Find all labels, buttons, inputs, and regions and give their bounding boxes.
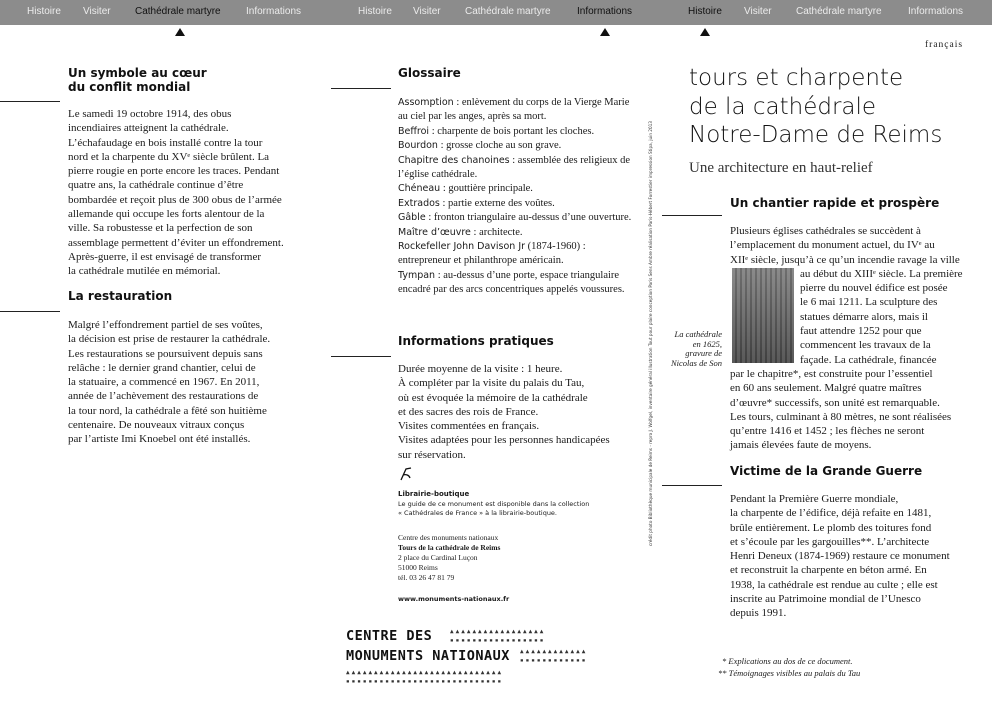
active-indicator-triangle xyxy=(175,28,185,36)
glossary-entry: Extrados : partie externe des voûtes. xyxy=(398,197,555,209)
section-body-restauration: Malgré l’effondrement partiel de ses voûtes, la décision est prise de restaurer la cathédrale. Les restaurations se poursuivent depuis sans relâche : le dernier grand chantier, celui de la statuaire, a commencé en 1967. En 2011, année de l’achèvement des restaurations de la tour nord, la cathédrale a fêté son huitième centenaire. De nouveaux vitraux conçus par l’artiste Imi Knoebel ont été installés. xyxy=(68,319,271,446)
nav-bar-panel-1 xyxy=(0,0,331,25)
nav-bar-panel-2 xyxy=(331,0,662,25)
section-title-restauration: La restauration xyxy=(68,289,173,303)
section-rule xyxy=(662,215,722,216)
active-indicator-triangle xyxy=(700,28,710,36)
nav-item-cathedrale-martyre[interactable]: Cathédrale martyre xyxy=(465,6,551,17)
nav-item-informations[interactable]: Informations xyxy=(577,6,633,17)
info-body: Durée moyenne de la visite : 1 heure. À compléter par la visite du palais du Tau, où est évoquée la mémoire de la cathédrale et des sacres des rois de France. Visites commentées en français. Visites adaptées pour les personnes handicapées sur réservation. xyxy=(398,363,610,461)
monument-pictograms: ▪▪▪▪▪▪▪▪▪▪▪▪ xyxy=(520,657,588,664)
section-title-line: Un symbole au cœur xyxy=(68,66,207,80)
section-title-glossaire: Glossaire xyxy=(398,66,461,80)
nav-bar-panel-3 xyxy=(662,0,992,25)
section-body-grande-guerre: Pendant la Première Guerre mondiale, la charpente de l’édifice, déjà refaite en 1481, brûle entièrement. Le plomb des toitures fond et s’écoule par les gargouilles**. L’architecte Henri Deneux (1874-1969) restaure ce monument et reconstruit la charpente en béton armé. En 1938, la cathédrale est rendue au culte ; elle est inscrite au Patrimoine mondial de l’Unesco depuis 1991. xyxy=(730,493,950,620)
nav-item-histoire[interactable]: Histoire xyxy=(688,6,722,17)
section-title-grande-guerre: Victime de la Grande Guerre xyxy=(730,464,923,478)
glossary-entry: Tympan : au-dessus d’une porte, espace triangulaire encadré par des arcs concentriques appelés voussures. xyxy=(398,269,625,296)
monument-pictograms: ▲▲▲▲▲▲▲▲▲▲▲▲▲▲▲▲▲ xyxy=(450,628,546,635)
image-caption: La cathédrale en 1625, gravure de Nicolas de Son xyxy=(671,329,722,368)
nav-item-cathedrale-martyre[interactable]: Cathédrale martyre xyxy=(796,6,882,17)
section-rule xyxy=(331,88,391,89)
section-body-symbole: Le samedi 19 octobre 1914, des obus incendiaires atteignent la cathédrale. L’échafaudage en bois installé contre la tour nord et la charpente du XVᵉ siècle brûlent. La pierre rougie en porte encore les traces. Pendant quatre ans, la cathédrale continue d’être bombardée et reçoit plus de 300 obus de l’armée allemande qui occupe les forts alentour de la ville. Sa robustesse et la perfection de son assemblage permettent d’éviter un effondrement. Après-guerre, il est envisagé de transformer la cathédrale mutilée en mémorial. xyxy=(68,108,284,278)
cathedral-engraving-image xyxy=(732,268,794,363)
section-rule xyxy=(331,356,391,357)
section-title-line: du conflit mondial xyxy=(68,80,191,94)
page-subtitle: Une architecture en haut-relief xyxy=(689,160,873,176)
glossary-entry: Gâble : fronton triangulaire au-dessus d’une ouverture. xyxy=(398,212,632,224)
section-title-symbole xyxy=(68,66,288,94)
nav-item-histoire[interactable]: Histoire xyxy=(27,6,61,17)
address-block: Centre des monuments nationaux Tours de la cathédrale de Reims 2 place du Cardinal Luçon 51000 Reims tél. 03 26 47 81 79 xyxy=(398,533,501,582)
glossary-entry: Bourdon : grosse cloche au son grave. xyxy=(398,140,562,152)
nav-item-visiter[interactable]: Visiter xyxy=(744,6,772,17)
nav-item-visiter[interactable]: Visiter xyxy=(83,6,111,17)
section-rule xyxy=(0,311,60,312)
footnotes: * Explications au dos de ce document. ** Témoignages visibles au palais du Tau xyxy=(718,656,861,678)
nav-item-cathedrale-martyre[interactable]: Cathédrale martyre xyxy=(135,6,221,17)
section-title-chantier: Un chantier rapide et prospère xyxy=(730,196,940,210)
section-rule xyxy=(662,485,722,486)
language-label: français xyxy=(925,40,964,50)
nav-item-informations[interactable]: Informations xyxy=(246,6,302,17)
shop-text: Le guide de ce monument est disponible dans la collection « Cathédrales de France » à la librairie-boutique. xyxy=(398,500,590,517)
nav-item-histoire[interactable]: Histoire xyxy=(358,6,392,17)
monument-pictograms: ▲▲▲▲▲▲▲▲▲▲▲▲ xyxy=(520,648,588,655)
glossary-entry: Chapitre des chanoines : assemblée des religieux de l’église cathédrale. xyxy=(398,154,631,181)
nav-item-informations[interactable]: Informations xyxy=(908,6,964,17)
section-rule xyxy=(0,101,60,102)
glossary-entry: Beffroi : charpente de bois portant les cloches. xyxy=(398,125,595,137)
cmn-logo: CENTRE DES MONUMENTS NATIONAUX xyxy=(346,628,510,664)
active-indicator-triangle xyxy=(600,28,610,36)
glossary-entry: Maître d’œuvre : architecte. xyxy=(398,226,523,238)
glossary-entry: Chéneau : gouttière principale. xyxy=(398,183,533,195)
website-link[interactable]: www.monuments-nationaux.fr xyxy=(398,595,510,603)
monument-pictograms: ▪▪▪▪▪▪▪▪▪▪▪▪▪▪▪▪▪▪▪▪▪▪▪▪▪▪▪▪ xyxy=(346,678,504,685)
section-title-informations: Informations pratiques xyxy=(398,334,554,348)
section-body-chantier: Plusieurs églises cathédrales se succèdent à l’emplacement du monument actuel, du IVᵉ au XIIᵉ siècle, jusqu’à ce qu’un incendie ravage la ville au début du XIIIᵉ siècle. La première pierre du nouvel édifice est posée le 6 mai 1211. La sculpture des statues démarre alors, mais il faut attendre 1252 pour que commencent les travaux de la façade. La cathédrale, financée par le chapitre*, est construite pour l’essentiel en 60 ans seulement. Malgré quatre maîtres d’œuvre* successifs, son unité est remarquable. Les tours, culminant à 80 mètres, ne sont réalisées qu’entre 1416 et 1452 ; les flèches ne seront jamais élevées faute de moyens. xyxy=(730,225,963,452)
monument-pictograms: ▪▪▪▪▪▪▪▪▪▪▪▪▪▪▪▪▪ xyxy=(450,637,546,644)
glossary-entry: Assomption : enlèvement du corps de la Vierge Marie au ciel par les anges, après sa mort. xyxy=(398,97,630,123)
glossary-entry: Rockefeller John Davison Jr (1874-1960) : entrepreneur et philanthrope américain. xyxy=(398,241,586,267)
glossary-list xyxy=(398,96,638,298)
credits-vertical: crédit photo Bibliothèque municipale de Reims - repro J. Wolfgel, inventaire général illustration Tout pour plaire conception Paris Sens Ambre réalisation Paris-Hébert Forrestier impression Stipa, juin 2013 xyxy=(648,121,653,546)
nav-item-visiter[interactable]: Visiter xyxy=(413,6,441,17)
shop-title: Librairie-boutique xyxy=(398,490,470,498)
monument-pictograms: ▲▲▲▲▲▲▲▲▲▲▲▲▲▲▲▲▲▲▲▲▲▲▲▲▲▲▲▲ xyxy=(346,669,504,676)
signature-icon xyxy=(398,466,414,486)
page-title: tours et charpente de la cathédrale Notre-Dame de Reims xyxy=(689,65,943,148)
